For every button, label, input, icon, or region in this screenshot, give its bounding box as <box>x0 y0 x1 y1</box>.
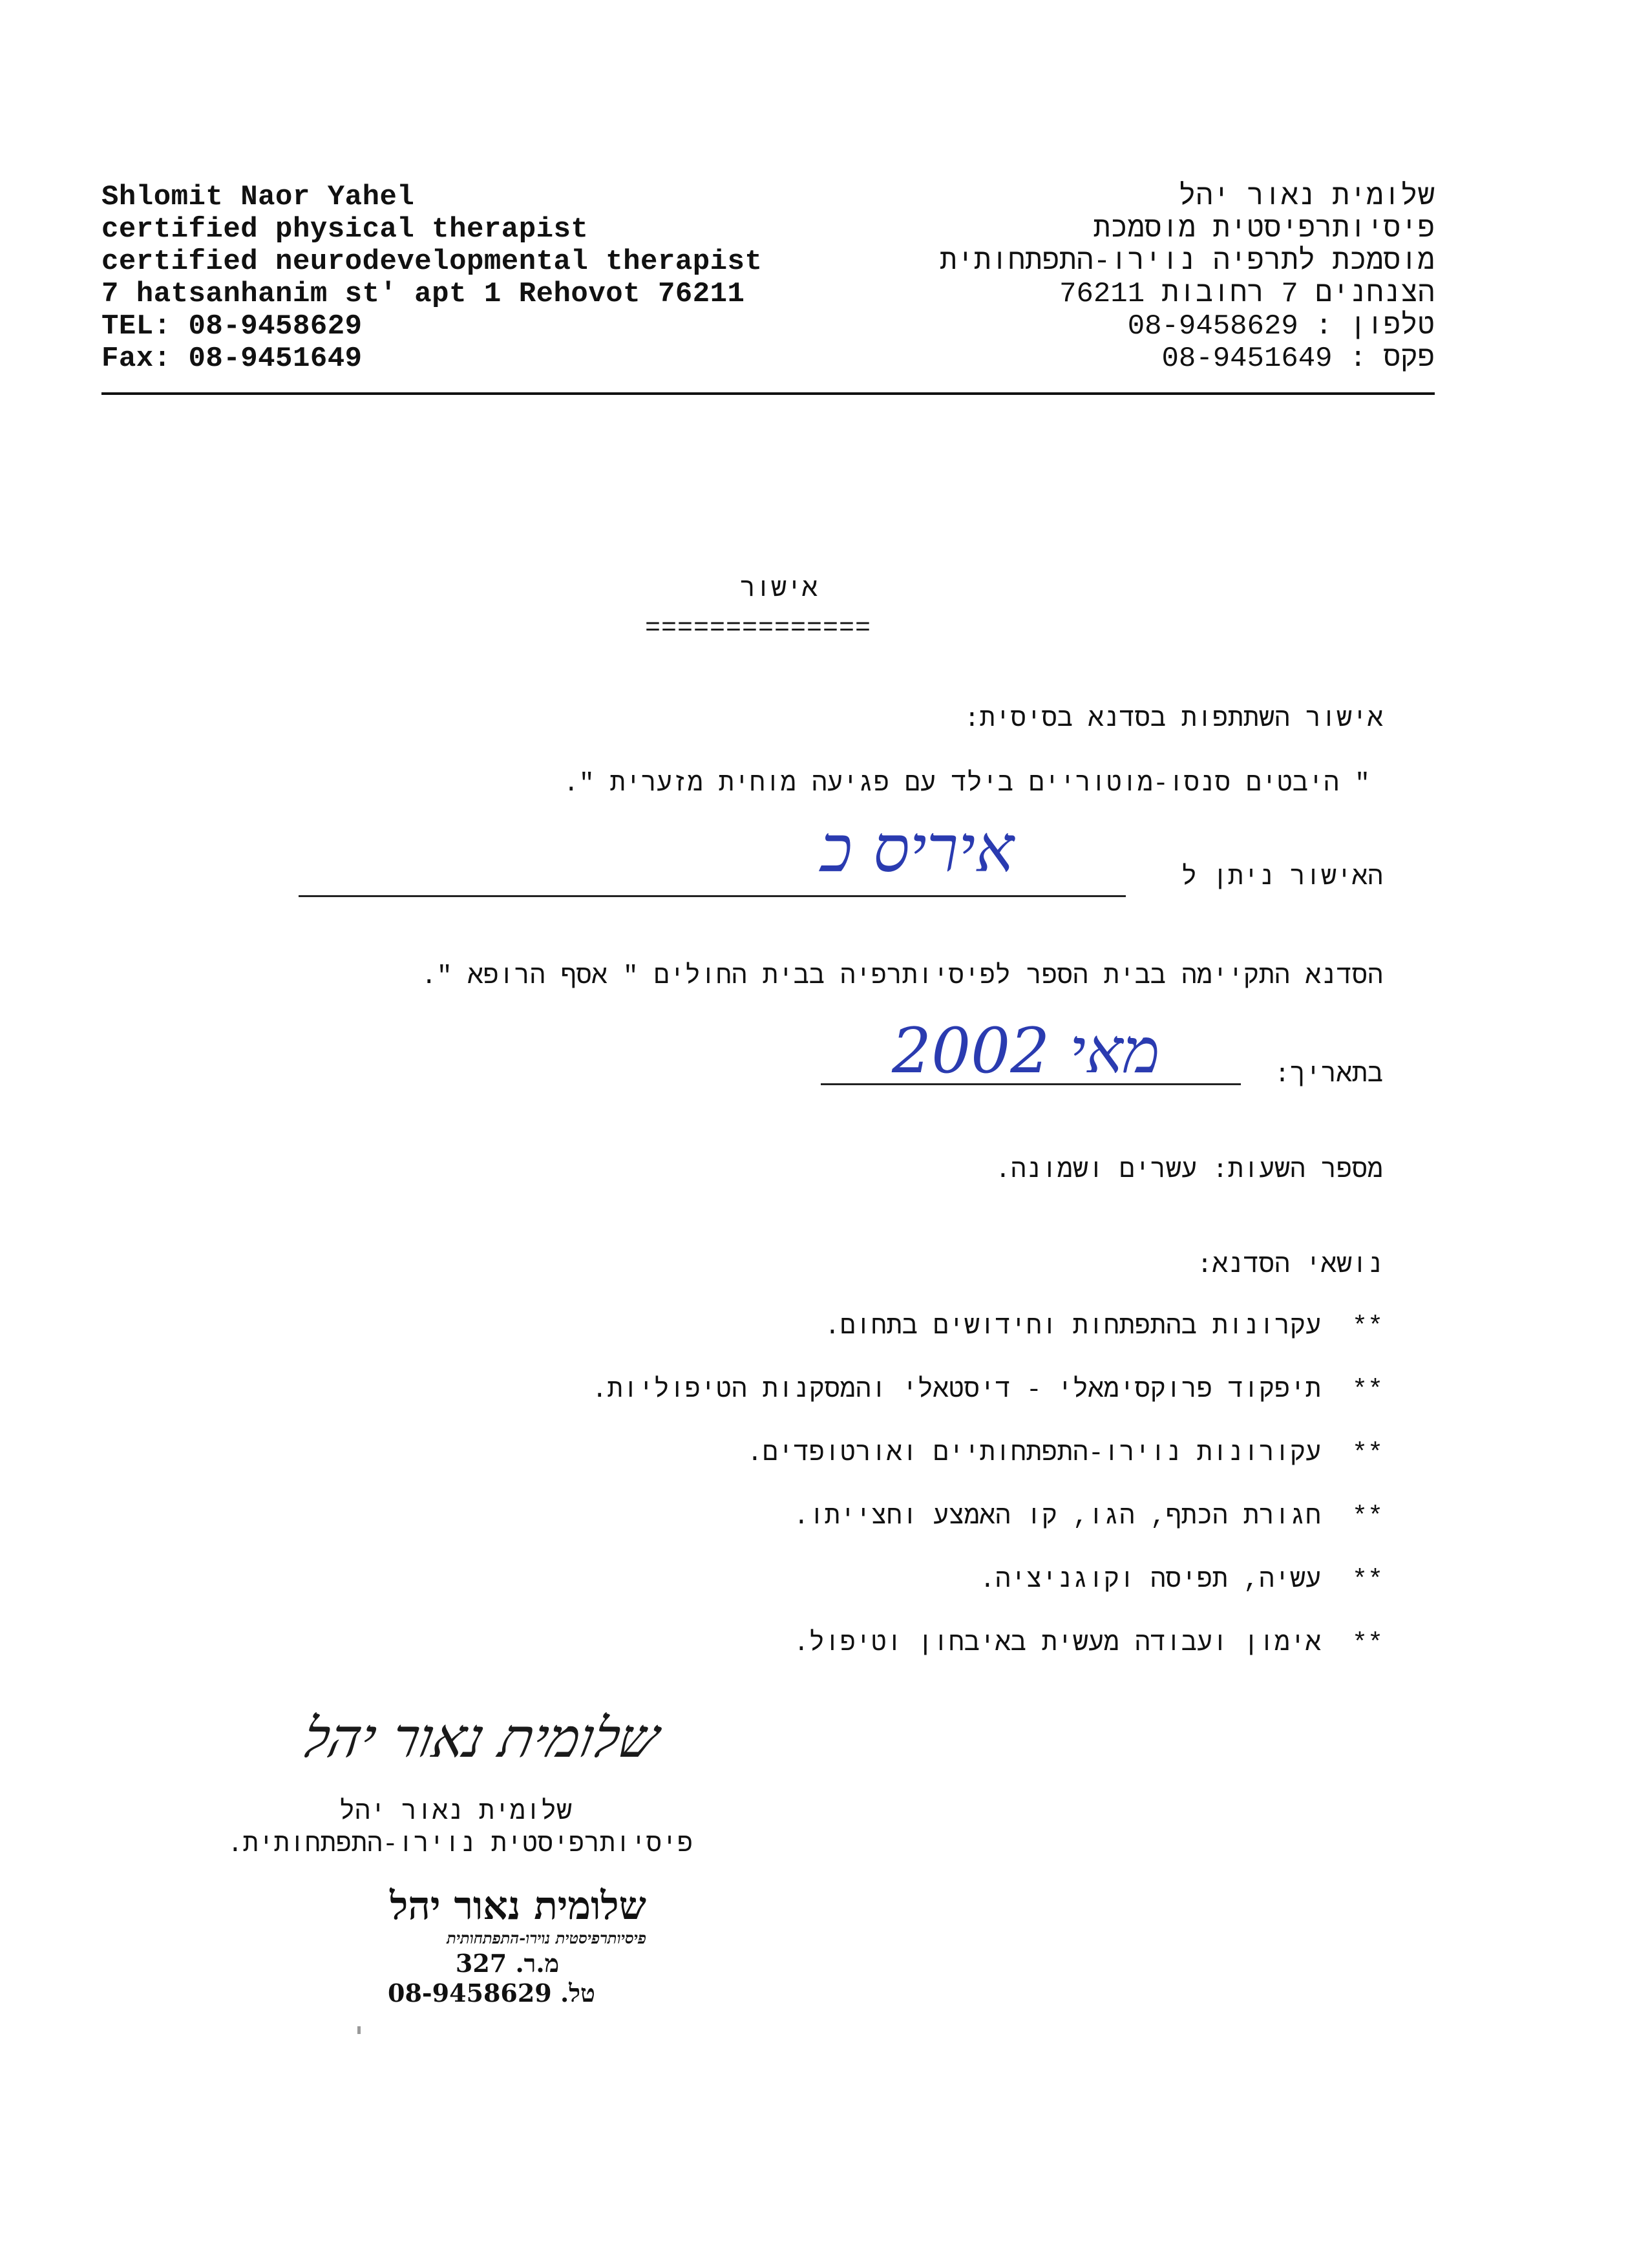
topic-bullet: ** <box>1351 1566 1383 1595</box>
topic-item <box>825 1312 1383 1343</box>
stamp-tel-number: 08-9458629 <box>388 1978 552 2008</box>
header-he-address: הצנחנים 7 רחובות 76211 <box>1059 278 1435 310</box>
topic-bullet: ** <box>1351 1313 1383 1342</box>
topic-item <box>794 1629 1383 1660</box>
date-label: בתאריך: <box>1274 1061 1383 1090</box>
header-en-title1: certified physical therapist <box>101 213 589 246</box>
topics-label: נושאי הסדנא: <box>1196 1251 1383 1280</box>
stamp-tel-label: טל. <box>560 1978 595 2008</box>
topic-text: עקרונות בהתפתחות וחידושים בתחום. <box>824 1313 1321 1342</box>
header-en-name: Shlomit Naor Yahel <box>101 181 415 213</box>
stamp-license-label: מ.ר. <box>515 1949 560 1978</box>
intro-text: אישור השתתפות בסדנא בסיסית: <box>964 705 1383 734</box>
header-he-fax-label: פקס : <box>1349 343 1435 375</box>
stamp-license-number: 327 <box>455 1949 507 1978</box>
header-he-title1: פיסיותרפיסטית מוסמכת <box>1093 213 1435 246</box>
stamp-name: שלומית נאור יהל <box>390 1883 646 1929</box>
header-en-fax-number: 08-9451649 <box>188 343 363 375</box>
hours-text: מספר השעות: עשרים ושמונה. <box>995 1156 1383 1185</box>
topic-bullet: ** <box>1351 1439 1383 1468</box>
course-name: " היבטים סנסו-מוטוריים בילד עם פגיעה מוחית מזערית ". <box>563 770 1370 799</box>
topic-item <box>592 1375 1383 1406</box>
header-he-tel-number: 08-9458629 <box>1127 310 1298 343</box>
header-divider <box>101 392 1435 395</box>
issued-to-handwriting: איריס כ <box>821 811 1015 887</box>
topic-text: עקורונות נוירו-התפתחותיים ואורטופדים. <box>746 1439 1321 1468</box>
header-en-fax-label: Fax: <box>101 343 171 375</box>
header-he-fax <box>1162 343 1435 375</box>
signatory-title: פיסיותרפיסטית נוירו-התפתחותית. <box>227 1830 693 1860</box>
signatory-name: שלומית נאור יהל <box>339 1798 572 1827</box>
title-underline: ============== <box>645 614 872 643</box>
topic-bullet: ** <box>1351 1629 1383 1659</box>
topic-text: חגורת הכתף, הגו, קו האמצע וחצייתו. <box>793 1503 1321 1532</box>
header-en-fax <box>101 343 363 375</box>
topic-item <box>747 1439 1383 1470</box>
topic-item <box>980 1565 1383 1596</box>
topic-bullet: ** <box>1351 1503 1383 1532</box>
issued-to-label: האישור ניתן ל <box>1181 864 1383 893</box>
header-he-fax-number: 08-9451649 <box>1161 343 1333 375</box>
stamp-license <box>343 1949 646 1978</box>
stamp-phone <box>343 1978 646 2008</box>
topic-text: תיפקוד פרוקסימאלי - דיסטאלי והמסקנות הטיפוליות. <box>591 1376 1321 1405</box>
header-en-title2: certified neurodevelopmental therapist <box>101 246 763 278</box>
scan-speck <box>357 2026 361 2034</box>
header-he-tel <box>1128 310 1435 343</box>
document-title: אישור <box>740 575 818 604</box>
therapist-stamp <box>343 1884 646 2008</box>
issued-to-fill-line <box>299 895 1126 897</box>
header-he-title2: מוסמכת לתרפיה נוירו-התפתחותית <box>940 246 1435 278</box>
header-en-tel <box>101 310 363 343</box>
header-he-tel-label: טלפון : <box>1315 310 1435 343</box>
topic-text: עשיה, תפיסה וקוגניציה. <box>979 1566 1321 1595</box>
topic-bullet: ** <box>1351 1376 1383 1405</box>
venue-text: הסדנא התקיימה בבית הספר לפיסיותרפיה בבית החולים " אסף הרופא ". <box>421 962 1383 991</box>
header-he-name: שלומית נאור יהל <box>1178 181 1435 213</box>
date-handwriting: מאי 2002 <box>892 1015 1160 1087</box>
topic-item <box>794 1502 1383 1533</box>
stamp-subtitle: פיסיותרפיסטית נוירו-התפתחותית <box>447 1929 646 1947</box>
header-en-tel-number: 08-9458629 <box>188 310 363 343</box>
handwritten-signature: שלומית נאור יהל <box>297 1706 665 1770</box>
header-en-tel-label: TEL: <box>101 310 171 343</box>
header-en-address: 7 hatsanhanim st' apt 1 Rehovot 76211 <box>101 278 745 310</box>
topic-text: אימון ועבודה מעשית באיבחון וטיפול. <box>793 1629 1321 1659</box>
